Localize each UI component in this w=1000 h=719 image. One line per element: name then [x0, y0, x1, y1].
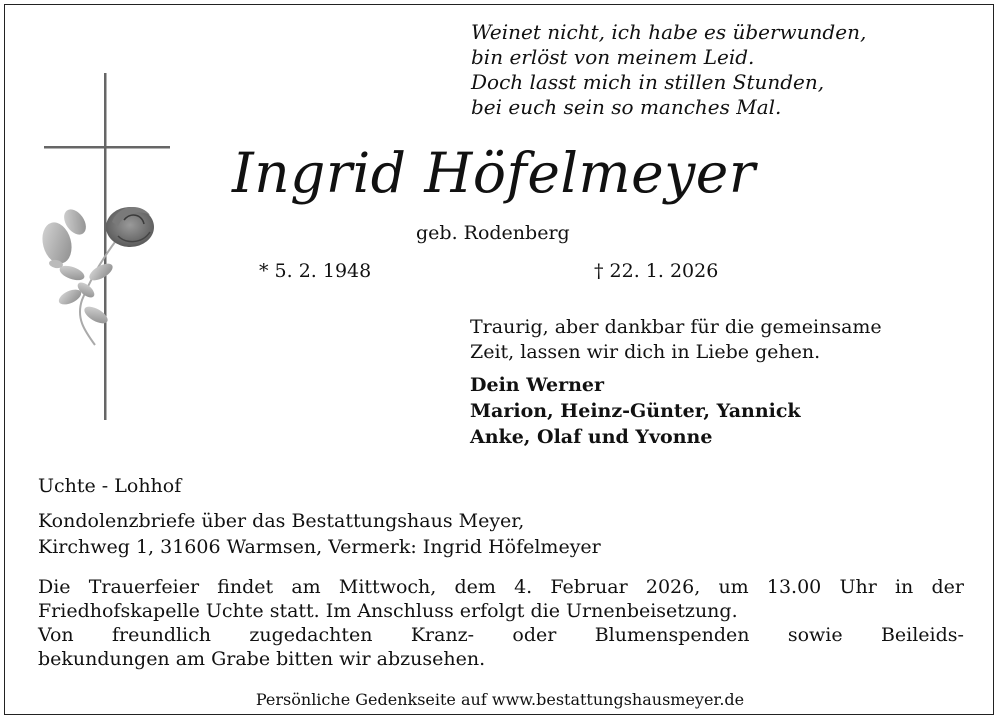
condolence-address: [38, 508, 601, 560]
mourner-entry: Anke, Olaf und Yvonne: [470, 426, 713, 448]
ceremony-word: Von: [38, 624, 74, 646]
ceremony-word: Beileids-: [880, 624, 964, 646]
maiden-name: geb. Rodenberg: [416, 222, 570, 244]
poem-line: Weinet nicht, ich habe es überwunden,: [471, 20, 867, 44]
ceremony-word: Kranz-: [410, 624, 475, 646]
ceremony-word: um: [718, 576, 749, 598]
ceremony-word: der: [931, 576, 964, 598]
ceremony-word: zugedachten: [249, 624, 373, 646]
ceremony-line: Friedhofskapelle Uchte statt. Im Anschluss erfolgt die Urnenbeisetzung.: [38, 600, 738, 622]
ceremony-word: 4.: [514, 576, 533, 598]
ceremony-word: Mittwoch,: [338, 576, 437, 598]
ceremony-word: dem: [454, 576, 496, 598]
condolence-line: Kondolenzbriefe über das Bestattungshaus Meyer,: [38, 510, 525, 532]
ceremony-line-justified: [38, 623, 964, 647]
ceremony-line-justified: [38, 575, 964, 599]
cross-with-rose-icon: [0, 0, 200, 430]
ceremony-word: freundlich: [111, 624, 212, 646]
poem-line: bei euch sein so manches Mal.: [471, 95, 782, 119]
ceremony-word: 13.00: [766, 576, 822, 598]
ceremony-word: Blumenspenden: [594, 624, 750, 646]
place-of-residence: Uchte - Lohhof: [38, 475, 182, 497]
ceremony-word: oder: [512, 624, 557, 646]
ceremony-word: Trauerfeier: [88, 576, 200, 598]
ceremony-word: findet: [217, 576, 274, 598]
memorial-page-footer: Persönliche Gedenkseite auf www.bestattungshausmeyer.de: [255, 690, 745, 709]
condolence-line: Kirchweg 1, 31606 Warmsen, Vermerk: Ingrid Höfelmeyer: [38, 536, 601, 558]
farewell-line: Zeit, lassen wir dich in Liebe gehen.: [470, 341, 821, 363]
ceremony-word: Die: [38, 576, 71, 598]
memorial-poem: [471, 20, 866, 120]
poem-line: bin erlöst von meinem Leid.: [471, 45, 755, 69]
death-date: † 22. 1. 2026: [594, 260, 719, 282]
deceased-name: Ingrid Höfelmeyer: [232, 141, 756, 205]
birth-date: * 5. 2. 1948: [259, 260, 372, 282]
ceremony-word: am: [291, 576, 321, 598]
mourner-entry: Dein Werner: [470, 374, 605, 396]
farewell-line: Traurig, aber dankbar für die gemeinsame: [470, 316, 882, 338]
poem-line: Doch lasst mich in stillen Stunden,: [471, 70, 825, 94]
farewell-text: [470, 315, 882, 365]
ceremony-word: in: [894, 576, 914, 598]
ceremony-word: sowie: [787, 624, 843, 646]
ceremony-line: bekundungen am Grabe bitten wir abzusehen.: [38, 648, 486, 670]
ceremony-word: Februar: [550, 576, 628, 598]
ceremony-word: 2026,: [645, 576, 701, 598]
ceremony-info: [38, 575, 964, 671]
mourner-entry: Marion, Heinz-Günter, Yannick: [470, 400, 801, 422]
mourners-list: [470, 372, 801, 450]
ceremony-word: Uhr: [839, 576, 877, 598]
